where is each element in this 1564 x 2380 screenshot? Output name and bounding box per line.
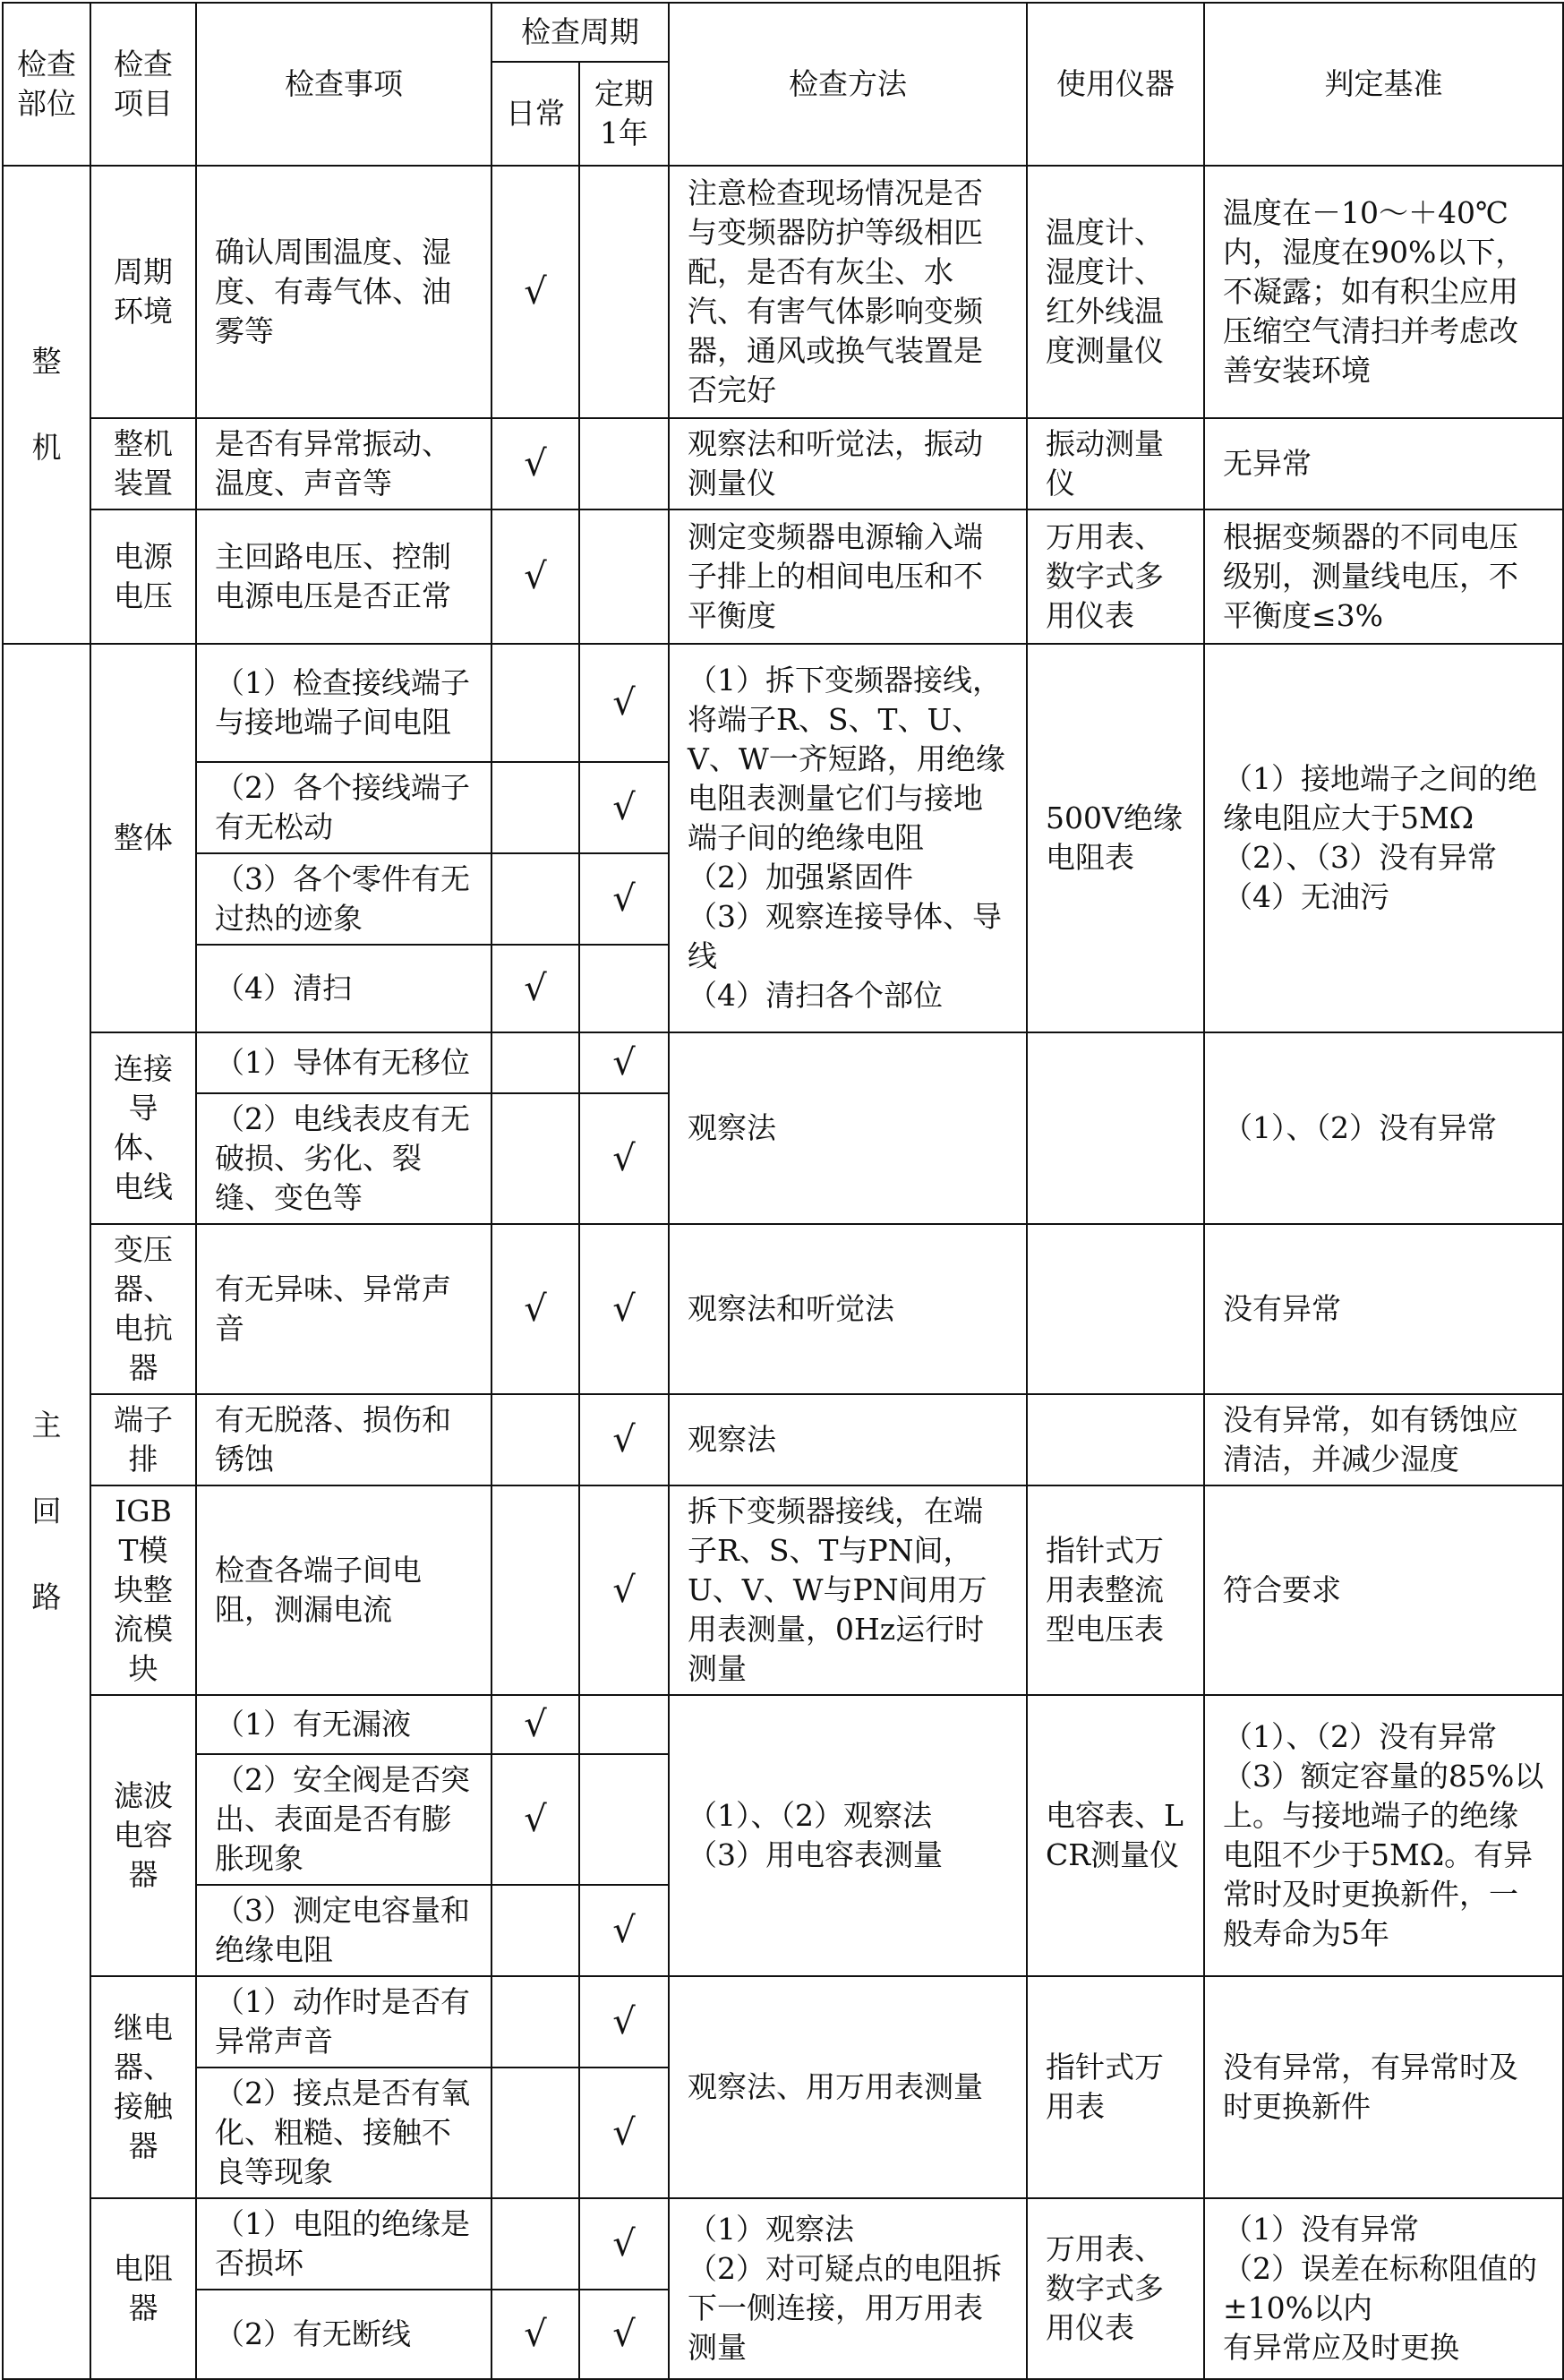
check-matter: （3）各个零件有无过热的迹象 (196, 853, 491, 945)
check-criteria (1204, 1695, 1563, 1976)
criteria-line: （2）、（3）没有异常 (1223, 840, 1497, 875)
check-matter: （1）动作时是否有异常声音 (196, 1976, 491, 2068)
criteria-line: （3）额定容量的85%以上。与接地端子的绝缘电阻不少于5MΩ。有异常时及时更换新件，一般寿命为5年 (1223, 1759, 1544, 1951)
check-matter: 确认周围温度、湿度、有毒气体、油雾等 (196, 166, 491, 418)
check-mark-yearly: √ (579, 853, 669, 945)
table-row (3, 418, 1563, 509)
check-mark-yearly: √ (579, 2198, 669, 2290)
criteria-line: （1）接地端子之间的绝缘电阻应大于5MΩ (1223, 761, 1537, 835)
header-daily: 日常 (491, 62, 579, 166)
check-instrument: 指针式万用表整流型电压表 (1027, 1485, 1204, 1695)
check-mark-yearly: √ (579, 1976, 669, 2068)
method-line: （4）清扫各个部位 (688, 978, 943, 1013)
check-method: 观察法和听觉法 (669, 1224, 1027, 1394)
check-mark-yearly: √ (579, 1394, 669, 1485)
check-mark-yearly: √ (579, 2068, 669, 2198)
table-row (3, 644, 1563, 762)
check-method: 观察法和听觉法，振动测量仪 (669, 418, 1027, 509)
check-mark-daily: √ (491, 418, 579, 509)
method-line: （3）用电容表测量 (688, 1837, 943, 1872)
check-mark-yearly: √ (579, 644, 669, 762)
criteria-line: （2）误差在标称阻值的±10%以内 (1223, 2251, 1537, 2325)
check-mark-daily (491, 2068, 579, 2198)
check-mark-daily (491, 1885, 579, 1976)
criteria-line: （4）无油污 (1223, 879, 1389, 914)
table-row (3, 166, 1563, 418)
criteria-line: （1）没有异常 (1223, 2212, 1419, 2247)
check-instrument: 电容表、LCR测量仪 (1027, 1695, 1204, 1976)
check-item: 整体 (90, 644, 196, 1032)
method-line: （1）、（2）观察法 (688, 1798, 932, 1833)
check-criteria: 温度在－10～＋40℃内，湿度在90%以下，不凝露；如有积尘应用压缩空气清扫并考虑改善安装环境 (1204, 166, 1563, 418)
criteria-line: 有异常应及时更换 (1223, 2330, 1459, 2365)
check-item: 端子排 (90, 1394, 196, 1485)
table-row (3, 1224, 1563, 1394)
header-instrument: 使用仪器 (1027, 3, 1204, 166)
check-mark-yearly: √ (579, 1485, 669, 1695)
check-mark-daily (491, 1394, 579, 1485)
section-label-char: 主 (31, 1408, 62, 1443)
check-instrument: 振动测量仪 (1027, 418, 1204, 509)
check-mark-daily (491, 853, 579, 945)
check-mark-yearly: √ (579, 1224, 669, 1394)
header-item: 检查项目 (90, 3, 196, 166)
check-mark-daily: √ (491, 945, 579, 1032)
inspection-table (2, 2, 1564, 2380)
header-row (3, 3, 1563, 62)
check-matter: （3）测定电容量和绝缘电阻 (196, 1885, 491, 1976)
section-label-char: 回 (31, 1494, 62, 1528)
header-part: 检查部位 (3, 3, 90, 166)
table-row (3, 1394, 1563, 1485)
check-instrument: 500V绝缘电阻表 (1027, 644, 1204, 1032)
check-mark-daily (491, 1485, 579, 1695)
check-mark-daily: √ (491, 1754, 579, 1885)
check-criteria (1204, 644, 1563, 1032)
check-instrument (1027, 1032, 1204, 1224)
check-instrument (1027, 1224, 1204, 1394)
check-mark-yearly (579, 1695, 669, 1754)
check-matter: （4）清扫 (196, 945, 491, 1032)
check-criteria: （1）、（2）没有异常 (1204, 1032, 1563, 1224)
check-mark-yearly (579, 418, 669, 509)
check-mark-daily: √ (491, 2290, 579, 2379)
table-row (3, 2198, 1563, 2290)
header-criteria: 判定基准 (1204, 3, 1563, 166)
check-mark-daily: √ (491, 509, 579, 644)
method-line: （1）观察法 (688, 2212, 854, 2247)
section-label-machine (3, 166, 90, 644)
table-row (3, 509, 1563, 644)
check-matter: 检查各端子间电阻，测漏电流 (196, 1485, 491, 1695)
check-criteria: 根据变频器的不同电压级别，测量线电压，不平衡度≤3% (1204, 509, 1563, 644)
check-method (669, 1695, 1027, 1976)
check-item: 整机装置 (90, 418, 196, 509)
criteria-line: （1）、（2）没有异常 (1223, 1719, 1497, 1754)
header-method: 检查方法 (669, 3, 1027, 166)
check-matter: （2）安全阀是否突出、表面是否有膨胀现象 (196, 1754, 491, 1885)
check-criteria: 无异常 (1204, 418, 1563, 509)
check-item: 滤波电容器 (90, 1695, 196, 1976)
header-matter: 检查事项 (196, 3, 491, 166)
check-mark-yearly (579, 509, 669, 644)
check-mark-daily (491, 762, 579, 853)
check-instrument (1027, 1394, 1204, 1485)
check-item: 电阻器 (90, 2198, 196, 2379)
check-mark-yearly: √ (579, 1093, 669, 1224)
check-criteria: 没有异常，有异常时及时更换新件 (1204, 1976, 1563, 2198)
check-instrument: 万用表、数字式多用仪表 (1027, 509, 1204, 644)
check-matter: 有无异味、异常声音 (196, 1224, 491, 1394)
check-mark-daily (491, 1976, 579, 2068)
table-row (3, 1976, 1563, 2068)
check-mark-yearly (579, 945, 669, 1032)
check-instrument: 温度计、湿度计、红外线温度测量仪 (1027, 166, 1204, 418)
section-label-main-circuit (3, 644, 90, 2379)
check-item: 周期环境 (90, 166, 196, 418)
check-criteria (1204, 2198, 1563, 2379)
check-method: 观察法、用万用表测量 (669, 1976, 1027, 2198)
check-method: 拆下变频器接线，在端子R、S、T与PN间，U、V、W与PN间用万用表测量，0Hz运行时测量 (669, 1485, 1027, 1695)
check-item: 继电器、接触器 (90, 1976, 196, 2198)
check-mark-daily (491, 1093, 579, 1224)
check-method: 测定变频器电源输入端子排上的相间电压和不平衡度 (669, 509, 1027, 644)
table-row (3, 1032, 1563, 1093)
check-mark-yearly (579, 166, 669, 418)
check-instrument: 万用表、数字式多用仪表 (1027, 2198, 1204, 2379)
check-criteria: 符合要求 (1204, 1485, 1563, 1695)
header-yearly: 定期1年 (579, 62, 669, 166)
check-mark-yearly: √ (579, 2290, 669, 2379)
check-method: 观察法 (669, 1394, 1027, 1485)
check-method (669, 2198, 1027, 2379)
check-mark-yearly (579, 1754, 669, 1885)
check-matter: （1）电阻的绝缘是否损坏 (196, 2198, 491, 2290)
check-instrument: 指针式万用表 (1027, 1976, 1204, 2198)
check-mark-daily: √ (491, 166, 579, 418)
check-matter: （2）各个接线端子有无松动 (196, 762, 491, 853)
check-method (669, 644, 1027, 1032)
check-matter: 主回路电压、控制电源电压是否正常 (196, 509, 491, 644)
check-criteria: 没有异常 (1204, 1224, 1563, 1394)
check-criteria: 没有异常，如有锈蚀应清洁，并减少湿度 (1204, 1394, 1563, 1485)
check-matter: 是否有异常振动、温度、声音等 (196, 418, 491, 509)
section-label-char: 整 (31, 344, 62, 379)
table-row (3, 1695, 1563, 1754)
check-mark-daily (491, 644, 579, 762)
check-mark-yearly: √ (579, 1032, 669, 1093)
check-matter: （1）检查接线端子与接地端子间电阻 (196, 644, 491, 762)
method-line: （2）加强紧固件 (688, 860, 913, 895)
section-label-char: 路 (31, 1580, 62, 1614)
table-row (3, 1485, 1563, 1695)
check-item: IGBT模块整流模块 (90, 1485, 196, 1695)
check-item: 变压器、电抗器 (90, 1224, 196, 1394)
section-label-char: 机 (31, 430, 62, 465)
check-matter: （1）有无漏液 (196, 1695, 491, 1754)
check-matter: 有无脱落、损伤和锈蚀 (196, 1394, 491, 1485)
method-line: （3）观察连接导体、导线 (688, 899, 1002, 973)
check-mark-daily (491, 1032, 579, 1093)
method-line: （1）拆下变频器接线，将端子R、S、T、U、V、W一齐短路，用绝缘电阻表测量它们与接地端子间的绝缘电阻 (688, 663, 1005, 855)
header-period: 检查周期 (491, 3, 669, 62)
check-item: 电源电压 (90, 509, 196, 644)
check-mark-yearly: √ (579, 1885, 669, 1976)
check-mark-daily (491, 2198, 579, 2290)
check-mark-yearly: √ (579, 762, 669, 853)
check-matter: （2）有无断线 (196, 2290, 491, 2379)
check-matter: （1）导体有无移位 (196, 1032, 491, 1093)
check-mark-daily: √ (491, 1224, 579, 1394)
check-method: 观察法 (669, 1032, 1027, 1224)
check-matter: （2）电线表皮有无破损、劣化、裂缝、变色等 (196, 1093, 491, 1224)
check-item: 连接导体、电线 (90, 1032, 196, 1224)
check-matter: （2）接点是否有氧化、粗糙、接触不良等现象 (196, 2068, 491, 2198)
check-mark-daily: √ (491, 1695, 579, 1754)
method-line: （2）对可疑点的电阻拆下一侧连接，用万用表测量 (688, 2251, 1002, 2365)
check-method: 注意检查现场情况是否与变频器防护等级相匹配，是否有灰尘、水汽、有害气体影响变频器，通风或换气装置是否完好 (669, 166, 1027, 418)
